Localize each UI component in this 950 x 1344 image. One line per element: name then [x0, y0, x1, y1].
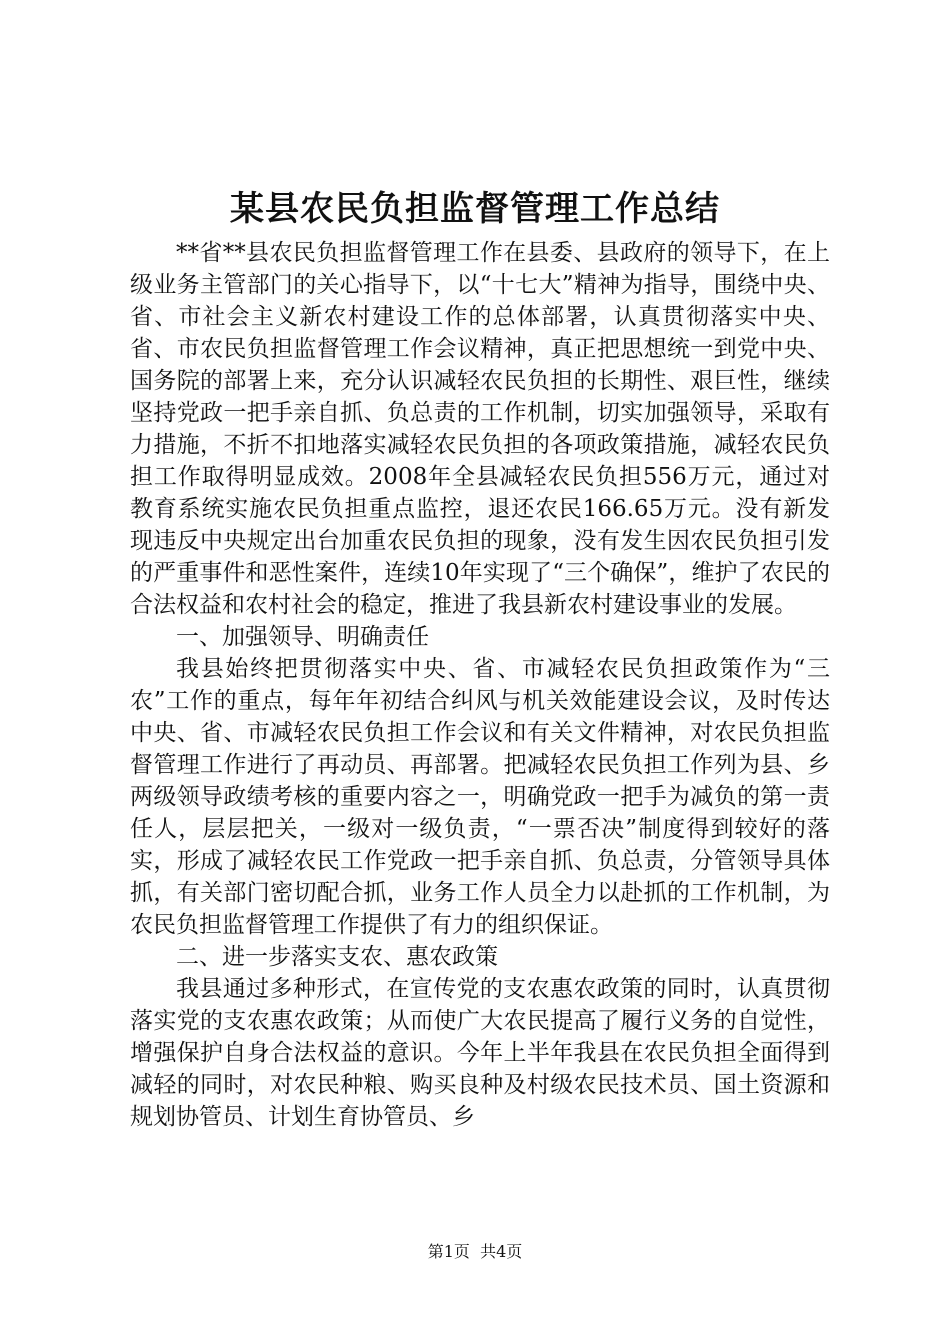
page-footer	[0, 1241, 950, 1263]
section-2-paragraph: 我县通过多种形式，在宣传党的支农惠农政策的同时，认真贯彻落实党的支农惠农政策；从而使广大农民提高了履行义务的自觉性，增强保护自身合法权益的意识。今年上半年我县在农民负担全面得到减轻的同时，对农民种粮、购买良种及村级农民技术员、国土资源和规划协管员、计划生育协管员、乡	[130, 976, 830, 1130]
section-heading-1: 一、加强领导、明确责任	[176, 624, 429, 650]
document-title: 某县农民负担监督管理工作总结	[230, 189, 720, 229]
section-heading-2: 二、进一步落实支农、惠农政策	[176, 944, 498, 970]
intro-paragraph: **省**县农民负担监督管理工作在县委、县政府的领导下，在上级业务主管部门的关心指导下，以“十七大”精神为指导，围绕中央、省、市社会主义新农村建设工作的总体部署，认真贯彻落实中央、省、市农民负担监督管理工作会议精神，真正把思想统一到党中央、国务院的部署上来，充分认识减轻农民负担的长期性、艰巨性，继续坚持党政一把手亲自抓、负总责的工作机制，切实加强领导，采取有力措施，不折不扣地落实减轻农民负担的各项政策措施，减轻农民负担工作取得明显成效。2008年全县减轻农民负担556万元，通过对教育系统实施农民负担重点监控，退还农民166.65万元。没有新发现违反中央规定出台加重农民负担的现象，没有发生因农民负担引发的严重事件和恶性案件，连续10年实现了“三个确保”，维护了农民的合法权益和农村社会的稳定，推进了我县新农村建设事业的发展。	[130, 240, 830, 618]
section-1-paragraph: 我县始终把贯彻落实中央、省、市减轻农民负担政策作为“三农”工作的重点，每年年初结合纠风与机关效能建设会议，及时传达中央、省、市减轻农民负担工作会议和有关文件精神，对农民负担监督管理工作进行了再动员、再部署。把减轻农民负担工作列为县、乡两级领导政绩考核的重要内容之一，明确党政一把手为减负的第一责任人，层层把关，一级对一级负责，“一票否决”制度得到较好的落实，形成了减轻农民工作党政一把手亲自抓、负总责，分管领导具体抓，有关部门密切配合抓，业务工作人员全力以赴抓的工作机制，为农民负担监督管理工作提供了有力的组织保证。	[130, 656, 830, 938]
page-number: 第1页 共4页	[427, 1242, 523, 1261]
document-body	[130, 237, 830, 1133]
